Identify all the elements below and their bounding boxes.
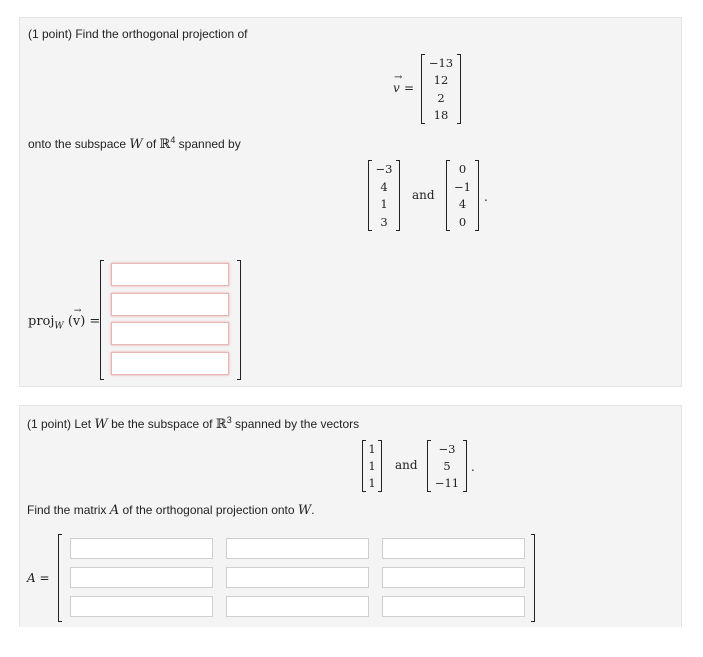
vector-arrow-icon: → xyxy=(394,72,403,83)
problem-2-intro: (1 point) Let W be the subspace of ℝ$^3$ spanned by the vectors xyxy=(27,415,360,432)
proj-answer-input-4[interactable] xyxy=(111,352,229,375)
and-label: and xyxy=(412,188,435,202)
proj-label: proj$_W$ → (v) = xyxy=(28,306,101,332)
matrix-input-r3c1[interactable] xyxy=(70,596,213,617)
span-vector-1: −3 4 1 3 xyxy=(375,161,393,230)
matrix-A-label: A = xyxy=(27,571,50,585)
v-entry: 2 xyxy=(437,90,445,105)
span-vector-2-right-bracket xyxy=(475,160,479,231)
proj-answer-input-1[interactable] xyxy=(111,263,229,286)
span-vector-2: 0 −1 4 0 xyxy=(454,161,471,230)
span-vector-1-right-bracket xyxy=(396,160,400,231)
p2-span-vector-2: −3 5 −11 xyxy=(434,441,460,491)
proj-answer-input-3[interactable] xyxy=(111,322,229,345)
matrix-input-r3c3[interactable] xyxy=(382,596,525,617)
v-entry: 18 xyxy=(433,108,449,123)
matrix-left-bracket xyxy=(58,534,62,622)
matrix-input-r2c2[interactable] xyxy=(226,567,369,588)
p2-span-vector-1: 1 1 1 xyxy=(368,441,376,491)
v-equals: = xyxy=(404,81,415,95)
matrix-input-r2c3[interactable] xyxy=(382,567,525,588)
matrix-input-r1c1[interactable] xyxy=(70,538,213,559)
p2-span-vector-1-right-bracket xyxy=(378,440,382,492)
p2-span-vector-2-right-bracket xyxy=(463,440,467,492)
problem-1-intro: (1 point) Find the orthogonal projection of xyxy=(28,27,248,41)
v-vector xyxy=(425,54,457,124)
v-right-bracket xyxy=(457,54,461,124)
p2-period: . xyxy=(471,460,475,474)
matrix-input-r3c2[interactable] xyxy=(226,596,369,617)
matrix-input-r1c2[interactable] xyxy=(226,538,369,559)
matrix-input-r1c3[interactable] xyxy=(382,538,525,559)
v-entry: 12 xyxy=(433,73,449,88)
proj-left-bracket xyxy=(100,260,104,380)
vector-arrow-icon: → xyxy=(73,306,82,316)
problem-2-panel xyxy=(19,405,682,627)
proj-answer-input-2[interactable] xyxy=(111,293,229,316)
matrix-right-bracket xyxy=(531,534,535,622)
v-entry: −13 xyxy=(428,55,454,70)
problem-2-question: Find the matrix A of the orthogonal projection onto W. xyxy=(27,503,315,518)
period: . xyxy=(484,190,488,204)
matrix-input-r2c1[interactable] xyxy=(70,567,213,588)
v-symbol: → v xyxy=(393,72,403,95)
p2-and-label: and xyxy=(395,458,418,472)
subspace-sentence: onto the subspace W of ℝ$^4$ spanned by xyxy=(28,135,241,152)
problem-1-panel xyxy=(19,17,682,387)
proj-right-bracket xyxy=(237,260,241,380)
